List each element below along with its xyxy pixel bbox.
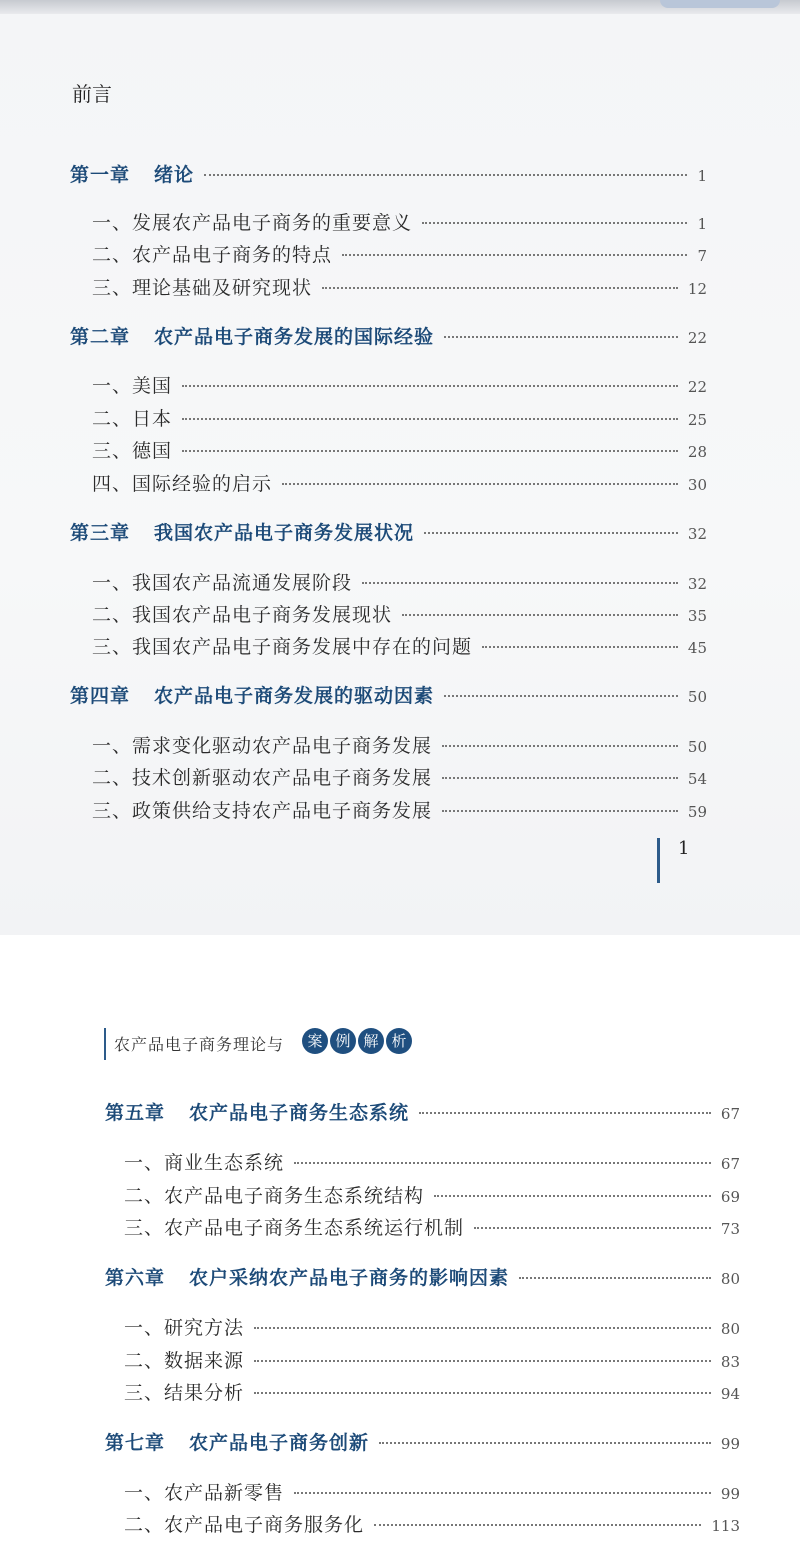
leader-dots [254, 1326, 711, 1329]
toc-section [92, 404, 707, 431]
page-ref: 12 [687, 280, 707, 298]
toc-chapter-2 [70, 322, 707, 349]
section-title: 三、政策供给支持农产品电子商务发展 [92, 800, 433, 822]
leader-dots [482, 645, 678, 648]
page-ref: 59 [687, 803, 707, 821]
section-title: 一、我国农产品流通发展阶段 [92, 572, 353, 594]
leader-dots [374, 1523, 701, 1526]
leader-dots [342, 253, 687, 256]
toc-section [92, 763, 707, 790]
toc-chapter-6 [105, 1263, 740, 1290]
page-ref: 67 [720, 1155, 740, 1173]
toc-section [92, 273, 707, 300]
page-ref: 73 [720, 1220, 740, 1238]
chapter-title: 我国农产品电子商务发展状况 [154, 522, 415, 544]
chapter-title: 农户采纳农产品电子商务的影响因素 [189, 1267, 510, 1289]
leader-dots [442, 776, 678, 779]
section-title: 二、农产品电子商务服务化 [124, 1514, 365, 1536]
chapter-title: 农产品电子商务发展的国际经验 [154, 326, 435, 348]
toc-chapter-5 [105, 1098, 740, 1125]
toc-section [124, 1346, 740, 1373]
page-ref: 30 [687, 476, 707, 494]
section-title: 一、商业生态系统 [124, 1152, 285, 1174]
leader-dots [402, 613, 678, 616]
toc-section [124, 1213, 740, 1240]
leader-dots [442, 744, 678, 747]
chapter-title: 农产品电子商务生态系统 [189, 1102, 410, 1124]
toc-section [92, 436, 707, 463]
chapter-number: 第三章 [70, 522, 131, 544]
leader-dots [294, 1161, 711, 1164]
chapter-title: 农产品电子商务发展的驱动因素 [154, 685, 435, 707]
page-ref: 99 [720, 1435, 740, 1453]
page-ref: 83 [720, 1353, 740, 1371]
section-title: 二、日本 [92, 408, 173, 430]
section-title: 一、研究方法 [124, 1317, 245, 1339]
toc-section [92, 208, 707, 235]
section-title: 三、结果分析 [124, 1382, 245, 1404]
page-ref: 1 [697, 215, 707, 233]
page-ref: 54 [687, 770, 707, 788]
section-title: 三、农产品电子商务生态系统运行机制 [124, 1217, 465, 1239]
page-ref: 99 [720, 1485, 740, 1503]
leader-dots [444, 335, 678, 338]
chapter-number: 第五章 [105, 1102, 166, 1124]
running-header-badge [302, 1028, 412, 1056]
toc-chapter-1 [70, 160, 707, 187]
page-ref: 94 [720, 1385, 740, 1403]
page-ref: 50 [687, 738, 707, 756]
section-title: 三、德国 [92, 440, 173, 462]
page-ref: 1 [697, 167, 707, 185]
badge-char: 例 [330, 1028, 356, 1054]
toc-chapter-3 [70, 518, 707, 545]
section-title: 二、技术创新驱动农产品电子商务发展 [92, 767, 433, 789]
toc-section [124, 1510, 740, 1537]
leader-dots [204, 173, 687, 176]
running-header-title: 农产品电子商务理论与 [114, 1035, 285, 1054]
toc-section [124, 1181, 740, 1208]
page-ref: 80 [720, 1320, 740, 1338]
section-title: 一、美国 [92, 375, 173, 397]
section-title: 一、发展农产品电子商务的重要意义 [92, 212, 413, 234]
page-ref: 113 [711, 1517, 740, 1535]
page-number-rule [657, 838, 660, 883]
leader-dots [182, 449, 678, 452]
chapter-number: 第一章 [70, 164, 131, 186]
page-number: 1 [678, 838, 690, 859]
leader-dots [282, 482, 678, 485]
toc-chapter-7 [105, 1428, 740, 1455]
page-ref: 50 [687, 688, 707, 706]
leader-dots [294, 1491, 711, 1494]
section-title: 二、数据来源 [124, 1350, 245, 1372]
section-title: 四、国际经验的启示 [92, 473, 273, 495]
chapter-title: 绪论 [154, 164, 195, 186]
leader-dots [444, 694, 678, 697]
badge-char: 析 [386, 1028, 412, 1054]
page-ref: 35 [687, 607, 707, 625]
leader-dots [362, 581, 678, 584]
preface-heading: 前言 [72, 82, 112, 106]
section-title: 二、农产品电子商务的特点 [92, 244, 333, 266]
leader-dots [419, 1111, 711, 1114]
leader-dots [322, 286, 678, 289]
toc-section [124, 1148, 740, 1175]
leader-dots [182, 417, 678, 420]
toc-section [124, 1313, 740, 1340]
toc-section [92, 568, 707, 595]
section-title: 一、农产品新零售 [124, 1482, 285, 1504]
section-title: 一、需求变化驱动农产品电子商务发展 [92, 735, 433, 757]
chapter-number: 第七章 [105, 1432, 166, 1454]
toc-section [92, 240, 707, 267]
section-title: 三、我国农产品电子商务发展中存在的问题 [92, 636, 473, 658]
leader-dots [519, 1276, 711, 1279]
page-ref: 22 [687, 329, 707, 347]
leader-dots [424, 531, 678, 534]
leader-dots [434, 1194, 711, 1197]
running-header-rule [104, 1028, 106, 1060]
toc-section [124, 1478, 740, 1505]
toc-section [92, 796, 707, 823]
chapter-number: 第六章 [105, 1267, 166, 1289]
page-ref: 7 [697, 247, 707, 265]
toc-section [92, 600, 707, 627]
page-ref: 80 [720, 1270, 740, 1288]
toc-page-2 [0, 935, 800, 1546]
page-ref: 67 [720, 1105, 740, 1123]
page-ref: 32 [687, 575, 707, 593]
leader-dots [422, 221, 687, 224]
badge-char: 解 [358, 1028, 384, 1054]
page-ref: 45 [687, 639, 707, 657]
toc-section [124, 1378, 740, 1405]
chapter-number: 第四章 [70, 685, 131, 707]
page-ref: 69 [720, 1188, 740, 1206]
toc-section [92, 731, 707, 758]
badge-char: 案 [302, 1028, 328, 1054]
chapter-title: 农产品电子商务创新 [189, 1432, 370, 1454]
leader-dots [254, 1359, 711, 1362]
page-ref: 22 [687, 378, 707, 396]
section-title: 二、我国农产品电子商务发展现状 [92, 604, 393, 626]
toc-section [92, 469, 707, 496]
chapter-number: 第二章 [70, 326, 131, 348]
page-ref: 32 [687, 525, 707, 543]
leader-dots [442, 809, 678, 812]
toc-section [92, 371, 707, 398]
page-top-edge [0, 0, 800, 14]
section-title: 二、农产品电子商务生态系统结构 [124, 1185, 425, 1207]
page-ref: 25 [687, 411, 707, 429]
leader-dots [254, 1391, 711, 1394]
leader-dots [182, 384, 678, 387]
page-ref: 28 [687, 443, 707, 461]
leader-dots [379, 1441, 711, 1444]
leader-dots [474, 1226, 711, 1229]
toc-section [92, 632, 707, 659]
section-title: 三、理论基础及研究现状 [92, 277, 313, 299]
toc-chapter-4 [70, 681, 707, 708]
